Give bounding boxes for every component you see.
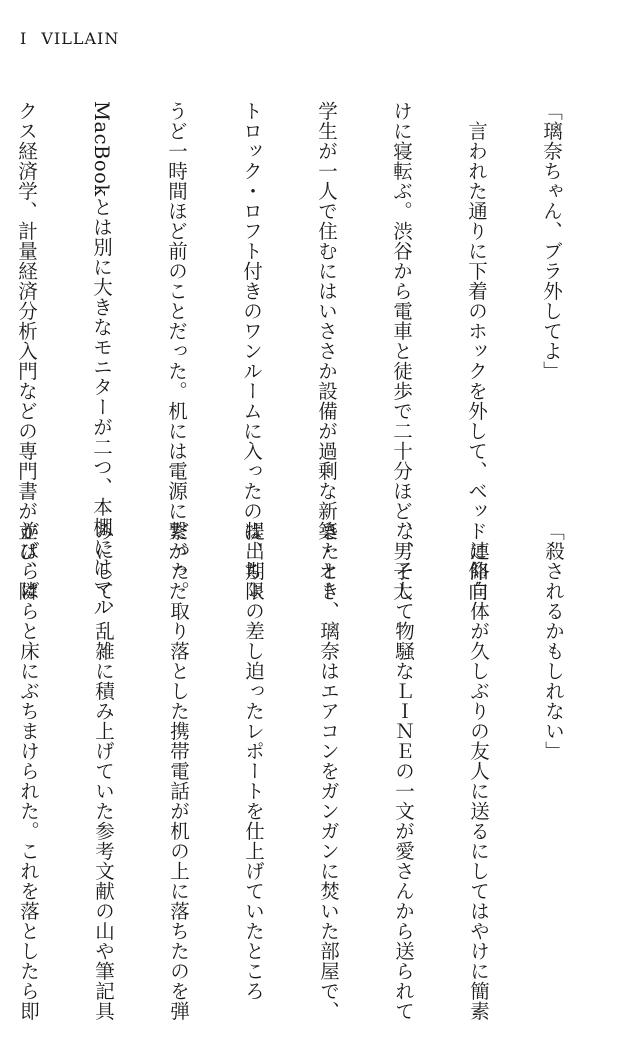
text-line: けに寝転ぶ。渋谷から電車と徒歩で二十分ほど、男子大 xyxy=(390,101,413,601)
text-line: 連絡自体が久しぶりの友人に送るにしてはやけに簡素 xyxy=(467,521,490,1021)
text-line: 学生が一人で住むにはいささか設備が過剰な新築・オー xyxy=(315,101,338,601)
text-line: MacBookとは別に大きなモニターが二つ、本棚にはマル xyxy=(90,101,113,617)
text-line: な、そして物騒なＬＩＮＥの一文が愛さんから送られて xyxy=(392,521,415,1021)
text-line: クス経済学、計量経済分析入門などの専門書が並び、隣 xyxy=(15,101,38,601)
text-line: がばらばらと床にぶちまけられた。これを落としたら即 xyxy=(17,521,40,1021)
text-line: みにして、乱雑に積み上げていた参考文献の山や筆記具 xyxy=(92,521,115,1021)
running-title: VILLAIN xyxy=(41,29,120,48)
text-line: 言われた通りに下着のホックを外して、ベッドに仰向 xyxy=(465,101,488,601)
text-line: うど一時間ほど前のことだった。机には電源に繋がった xyxy=(165,101,188,601)
text-line: だった。取り落とした携帯電話が机の上に落ちたのを弾 xyxy=(167,521,190,1021)
text-line: 提出期限の差し迫ったレポートを仕上げていたところ xyxy=(242,521,265,1001)
page-number: I xyxy=(20,29,28,48)
running-header xyxy=(20,29,119,48)
text-block-top xyxy=(0,101,614,617)
text-line: 「璃奈ちゃん、ブラ外してよ」 xyxy=(540,101,563,381)
text-line: きたとき、璃奈はエアコンをガンガンに焚いた部屋で、 xyxy=(317,521,340,1021)
text-line: トロック・ロフト付きのワンルームに入ったのは、ちょ xyxy=(240,101,263,601)
text-block-bottom xyxy=(0,521,616,1021)
text-line: 「殺されるかもしれない」 xyxy=(542,521,565,761)
